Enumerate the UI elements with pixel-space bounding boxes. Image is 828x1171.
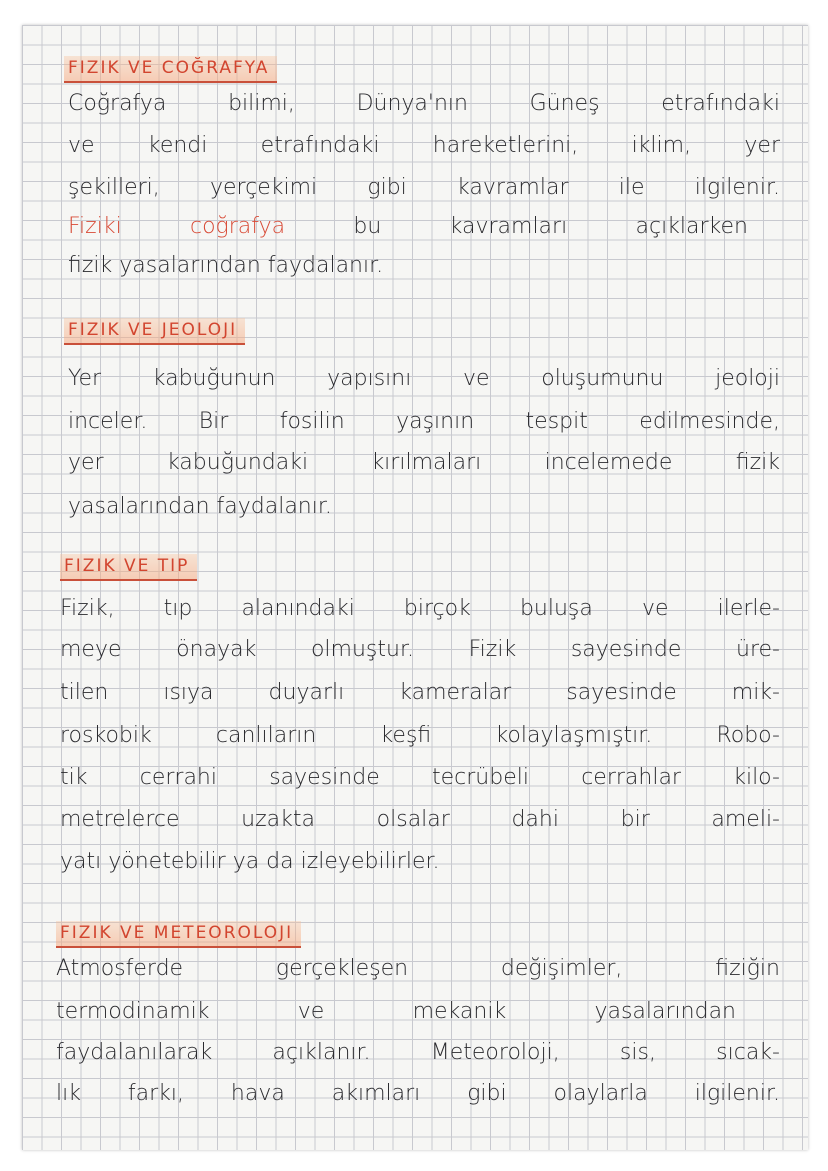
- text-line: metrelerce uzakta olsalar dahi bir ameli-: [60, 807, 780, 832]
- text-line: yer kabuğundaki kırılmaları incelemede fizik: [68, 450, 780, 475]
- text-line: Coğrafya bilimi, Dünya'nın Güneş etrafındaki: [68, 91, 780, 116]
- highlighted-term: Fiziki coğrafya: [68, 214, 286, 239]
- text-line: [68, 213, 748, 241]
- text-line: tilen ısıya duyarlı kameralar sayesinde mik-: [60, 680, 780, 705]
- text-line: Atmosferde gerçekleşen değişimler, fiziğin: [56, 956, 780, 981]
- text-line: şekilleri, yerçekimi gibi kavramlar ile ilgilenir.: [68, 175, 780, 200]
- text-line: lık farkı, hava akımları gibi olaylarla ilgilenir.: [56, 1081, 780, 1106]
- text-line: meye önayak olmuştur. Fizik sayesinde üre-: [60, 637, 780, 662]
- text-line: faydalanılarak açıklanır. Meteoroloji, sis, sıcak-: [56, 1040, 780, 1065]
- text-line: yasalarından faydalanır.: [68, 494, 332, 519]
- text-line: roskobik canlıların keşfi kolaylaşmıştır. Robo-: [60, 723, 780, 748]
- text-line: tik cerrahi sayesinde tecrübeli cerrahlar kilo-: [60, 765, 780, 790]
- text-line: fizik yasalarından faydalanır.: [68, 253, 384, 278]
- text-line: termodinamik ve mekanik yasalarından: [56, 999, 736, 1024]
- text-line: inceler. Bir fosilin yaşının tespit edilmesinde,: [68, 409, 780, 434]
- section-heading-geography: FIZIK VE COĞRAFYA: [64, 56, 277, 83]
- text-line-rest: bu kavramları açıklarken: [285, 214, 748, 239]
- text-line: Fizik, tıp alanındaki birçok buluşa ve ilerle-: [60, 596, 780, 621]
- text-line: ve kendi etrafındaki hareketlerini, iklim, yer: [68, 133, 780, 158]
- text-line: Yer kabuğunun yapısını ve oluşumunu jeoloji: [68, 366, 780, 391]
- text-line: yatı yönetebilir ya da izleyebilirler.: [60, 849, 440, 874]
- section-heading-meteorology: FIZIK VE METEOROLOJI: [56, 921, 301, 948]
- section-heading-medicine: FIZIK VE TIP: [60, 554, 197, 581]
- section-heading-geology: FIZIK VE JEOLOJI: [64, 318, 245, 345]
